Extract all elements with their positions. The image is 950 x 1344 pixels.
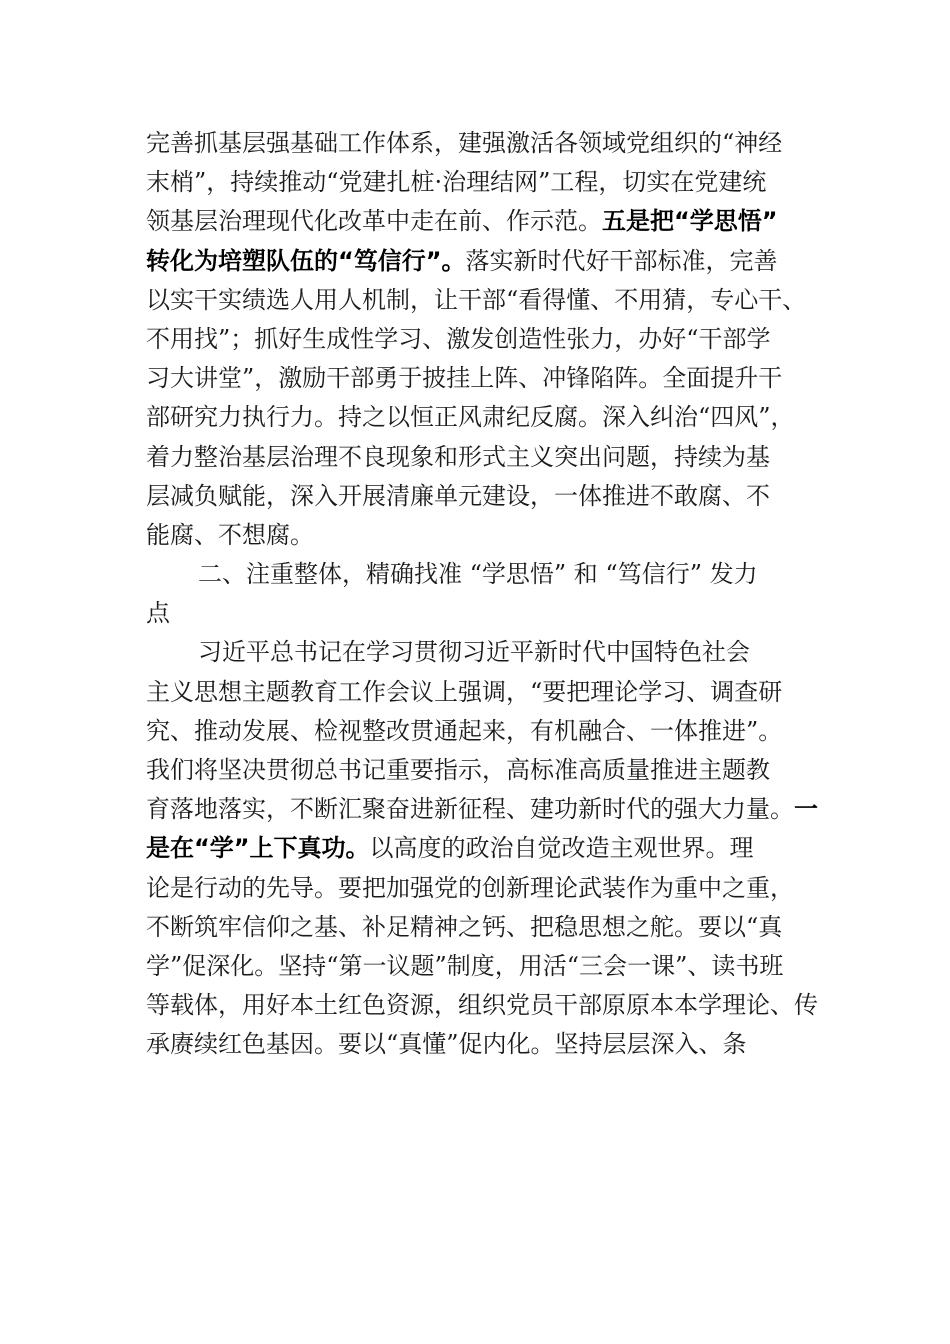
text-run: 承赓续红色基因。要以“真懂”促内化。坚持层层深入、条 xyxy=(146,1030,747,1059)
text-line xyxy=(146,829,836,868)
body-text xyxy=(146,124,836,1065)
text-line xyxy=(146,477,836,516)
text-line xyxy=(146,124,836,163)
text-line xyxy=(146,869,836,908)
text-line xyxy=(146,516,836,555)
section-heading-run: 点 xyxy=(146,599,170,628)
text-line xyxy=(146,398,836,437)
text-run: 层减负赋能，深入开展清廉单元建设，一体推进不敢腐、不 xyxy=(146,481,770,510)
text-run: 领基层治理现代化改革中走在前、作示范。 xyxy=(146,207,602,236)
text-line xyxy=(146,202,836,241)
text-line xyxy=(146,908,836,947)
bold-heading-run: 一 xyxy=(794,795,818,824)
text-run: 不用找”；抓好生成性学习、激发创造性张力，办好“干部学 xyxy=(146,324,771,353)
section-heading-line xyxy=(146,594,836,633)
text-run: 主义思想主题教育工作会议上强调，“要把理论学习、调查研 xyxy=(146,677,783,706)
text-run: 以实干实绩选人用人机制，让干部“看得懂、不用猜，专心干、 xyxy=(146,285,807,314)
text-line xyxy=(146,1025,836,1064)
text-run: 落实新时代好干部标准，完善 xyxy=(465,246,778,275)
text-run: 完善抓基层强基础工作体系，建强激活各领域党组织的“神经 xyxy=(146,129,783,157)
text-run: 着力整治基层治理不良现象和形式主义突出问题，持续为基 xyxy=(146,442,770,471)
text-run: 不断筑牢信仰之基、补足精神之钙、把稳思想之舵。要以“真 xyxy=(146,912,783,941)
text-run: 论是行动的先导。要把加强党的创新理论武装作为重中之重， xyxy=(146,873,794,902)
text-run: 以高度的政治自觉改造主观世界。理 xyxy=(369,834,754,863)
text-line xyxy=(146,163,836,202)
text-line xyxy=(146,712,836,751)
text-line xyxy=(146,242,836,281)
text-line xyxy=(146,790,836,829)
text-run: 能腐、不想腐。 xyxy=(146,520,314,549)
text-run: 育落地落实，不断汇聚奋进新征程、建功新时代的强大力量。 xyxy=(146,795,794,824)
section-heading-line xyxy=(146,555,836,594)
text-line xyxy=(146,947,836,986)
text-run: 习大讲堂”，激励干部勇于披挂上阵、冲锋陷阵。全面提升干 xyxy=(146,364,783,393)
text-run: 学”促深化。坚持“第一议题”制度，用活“三会一课”、读书班 xyxy=(146,951,784,980)
section-heading-run: 二、注重整体，精确找准 “学思悟” 和 “笃信行” 发力 xyxy=(198,560,758,589)
bold-heading-run: 五是把“学思悟” xyxy=(602,207,778,236)
text-line xyxy=(146,633,836,672)
text-run: 等载体，用好本土红色资源，组织党员干部原原本本学理论、传 xyxy=(146,991,818,1020)
text-line xyxy=(146,751,836,790)
text-line xyxy=(146,438,836,477)
text-run: 习近平总书记在学习贯彻习近平新时代中国特色社会 xyxy=(198,638,750,667)
text-run: 我们将坚决贯彻总书记重要指示，高标准高质量推进主题教 xyxy=(146,756,770,784)
text-line xyxy=(146,986,836,1025)
bold-heading-run: 转化为培塑队伍的“笃信行”。 xyxy=(146,246,466,275)
text-line xyxy=(146,281,836,320)
text-run: 究、推动发展、检视整改贯通起来，有机融合、一体推进”。 xyxy=(146,716,783,745)
text-run: 部研究力执行力。持之以恒正风肃纪反腐。深入纠治“四风”， xyxy=(146,403,795,432)
text-line xyxy=(146,320,836,359)
text-line xyxy=(146,359,836,398)
text-line xyxy=(146,673,836,712)
text-run: 末梢”，持续推动“党建扎桩·治理结网”工程，切实在党建统 xyxy=(146,168,767,197)
bold-heading-run: 是在“学”上下真功。 xyxy=(146,834,370,863)
